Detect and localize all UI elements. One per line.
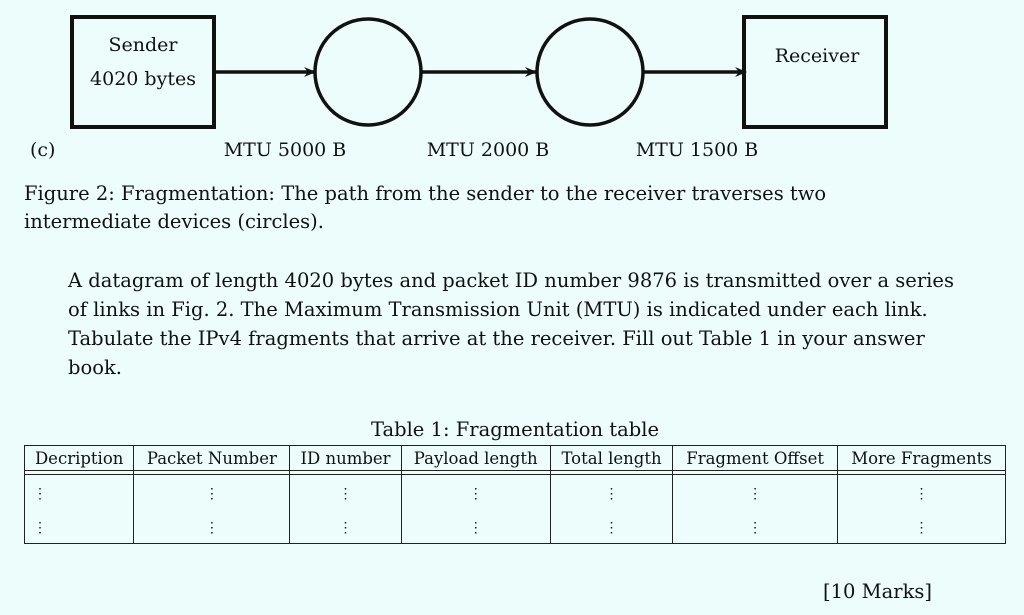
question-text: A datagram of length 4020 bytes and packet ID number 9876 is transmitted over a series of links in Fig. 2. The Maximum Transmission Unit (MTU) is indicated under each link. Tabulate the IPv4 fragments that arrive at the receiver. Fill out Table 1 in your answer book. xyxy=(68,269,954,379)
receiver-box xyxy=(744,17,886,127)
link-mtu-1: MTU 5000 B xyxy=(223,139,347,161)
sender-size: 4020 bytes xyxy=(90,68,196,90)
table-cell: ⋮ xyxy=(25,509,134,544)
sender-label: Sender xyxy=(108,34,178,56)
link-mtu-2: MTU 2000 B xyxy=(426,139,550,161)
table-cell: ⋮ xyxy=(25,475,134,510)
table-cell: ⋮ xyxy=(838,475,1006,510)
table-cell: ⋮ xyxy=(550,475,673,510)
header-id-number: ID number xyxy=(290,446,401,471)
table-cell: ⋮ xyxy=(401,475,550,510)
table-cell: ⋮ xyxy=(401,509,550,544)
fragmentation-figure xyxy=(0,0,1024,170)
figure-caption: Figure 2: Fragmentation: The path from the sender to the receiver traverses two intermediate devices (circles). xyxy=(24,182,827,233)
table-header-row xyxy=(25,446,1006,471)
table-caption: Table 1: Fragmentation table xyxy=(370,418,660,441)
table-cell: ⋮ xyxy=(290,509,401,544)
header-fragment-offset: Fragment Offset xyxy=(673,446,838,471)
header-more-fragments: More Fragments xyxy=(838,446,1006,471)
table-cell: ⋮ xyxy=(134,509,290,544)
part-label: (c) xyxy=(30,139,56,161)
header-payload-length: Payload length xyxy=(401,446,550,471)
table-cell: ⋮ xyxy=(290,475,401,510)
link-mtu-3: MTU 1500 B xyxy=(635,139,759,161)
table-cell: ⋮ xyxy=(134,475,290,510)
header-packet-number: Packet Number xyxy=(134,446,290,471)
table-cell: ⋮ xyxy=(838,509,1006,544)
header-total-length: Total length xyxy=(550,446,673,471)
table-row xyxy=(25,509,1006,544)
fragmentation-table xyxy=(24,445,1006,544)
table-cell: ⋮ xyxy=(673,475,838,510)
receiver-label: Receiver xyxy=(774,45,860,67)
intermediate-device-2 xyxy=(537,19,643,125)
intermediate-device-1 xyxy=(315,19,421,125)
header-description: Decription xyxy=(25,446,134,471)
table-cell: ⋮ xyxy=(673,509,838,544)
table-row xyxy=(25,475,1006,510)
marks-label: [10 Marks] xyxy=(823,580,932,603)
table-cell: ⋮ xyxy=(550,509,673,544)
